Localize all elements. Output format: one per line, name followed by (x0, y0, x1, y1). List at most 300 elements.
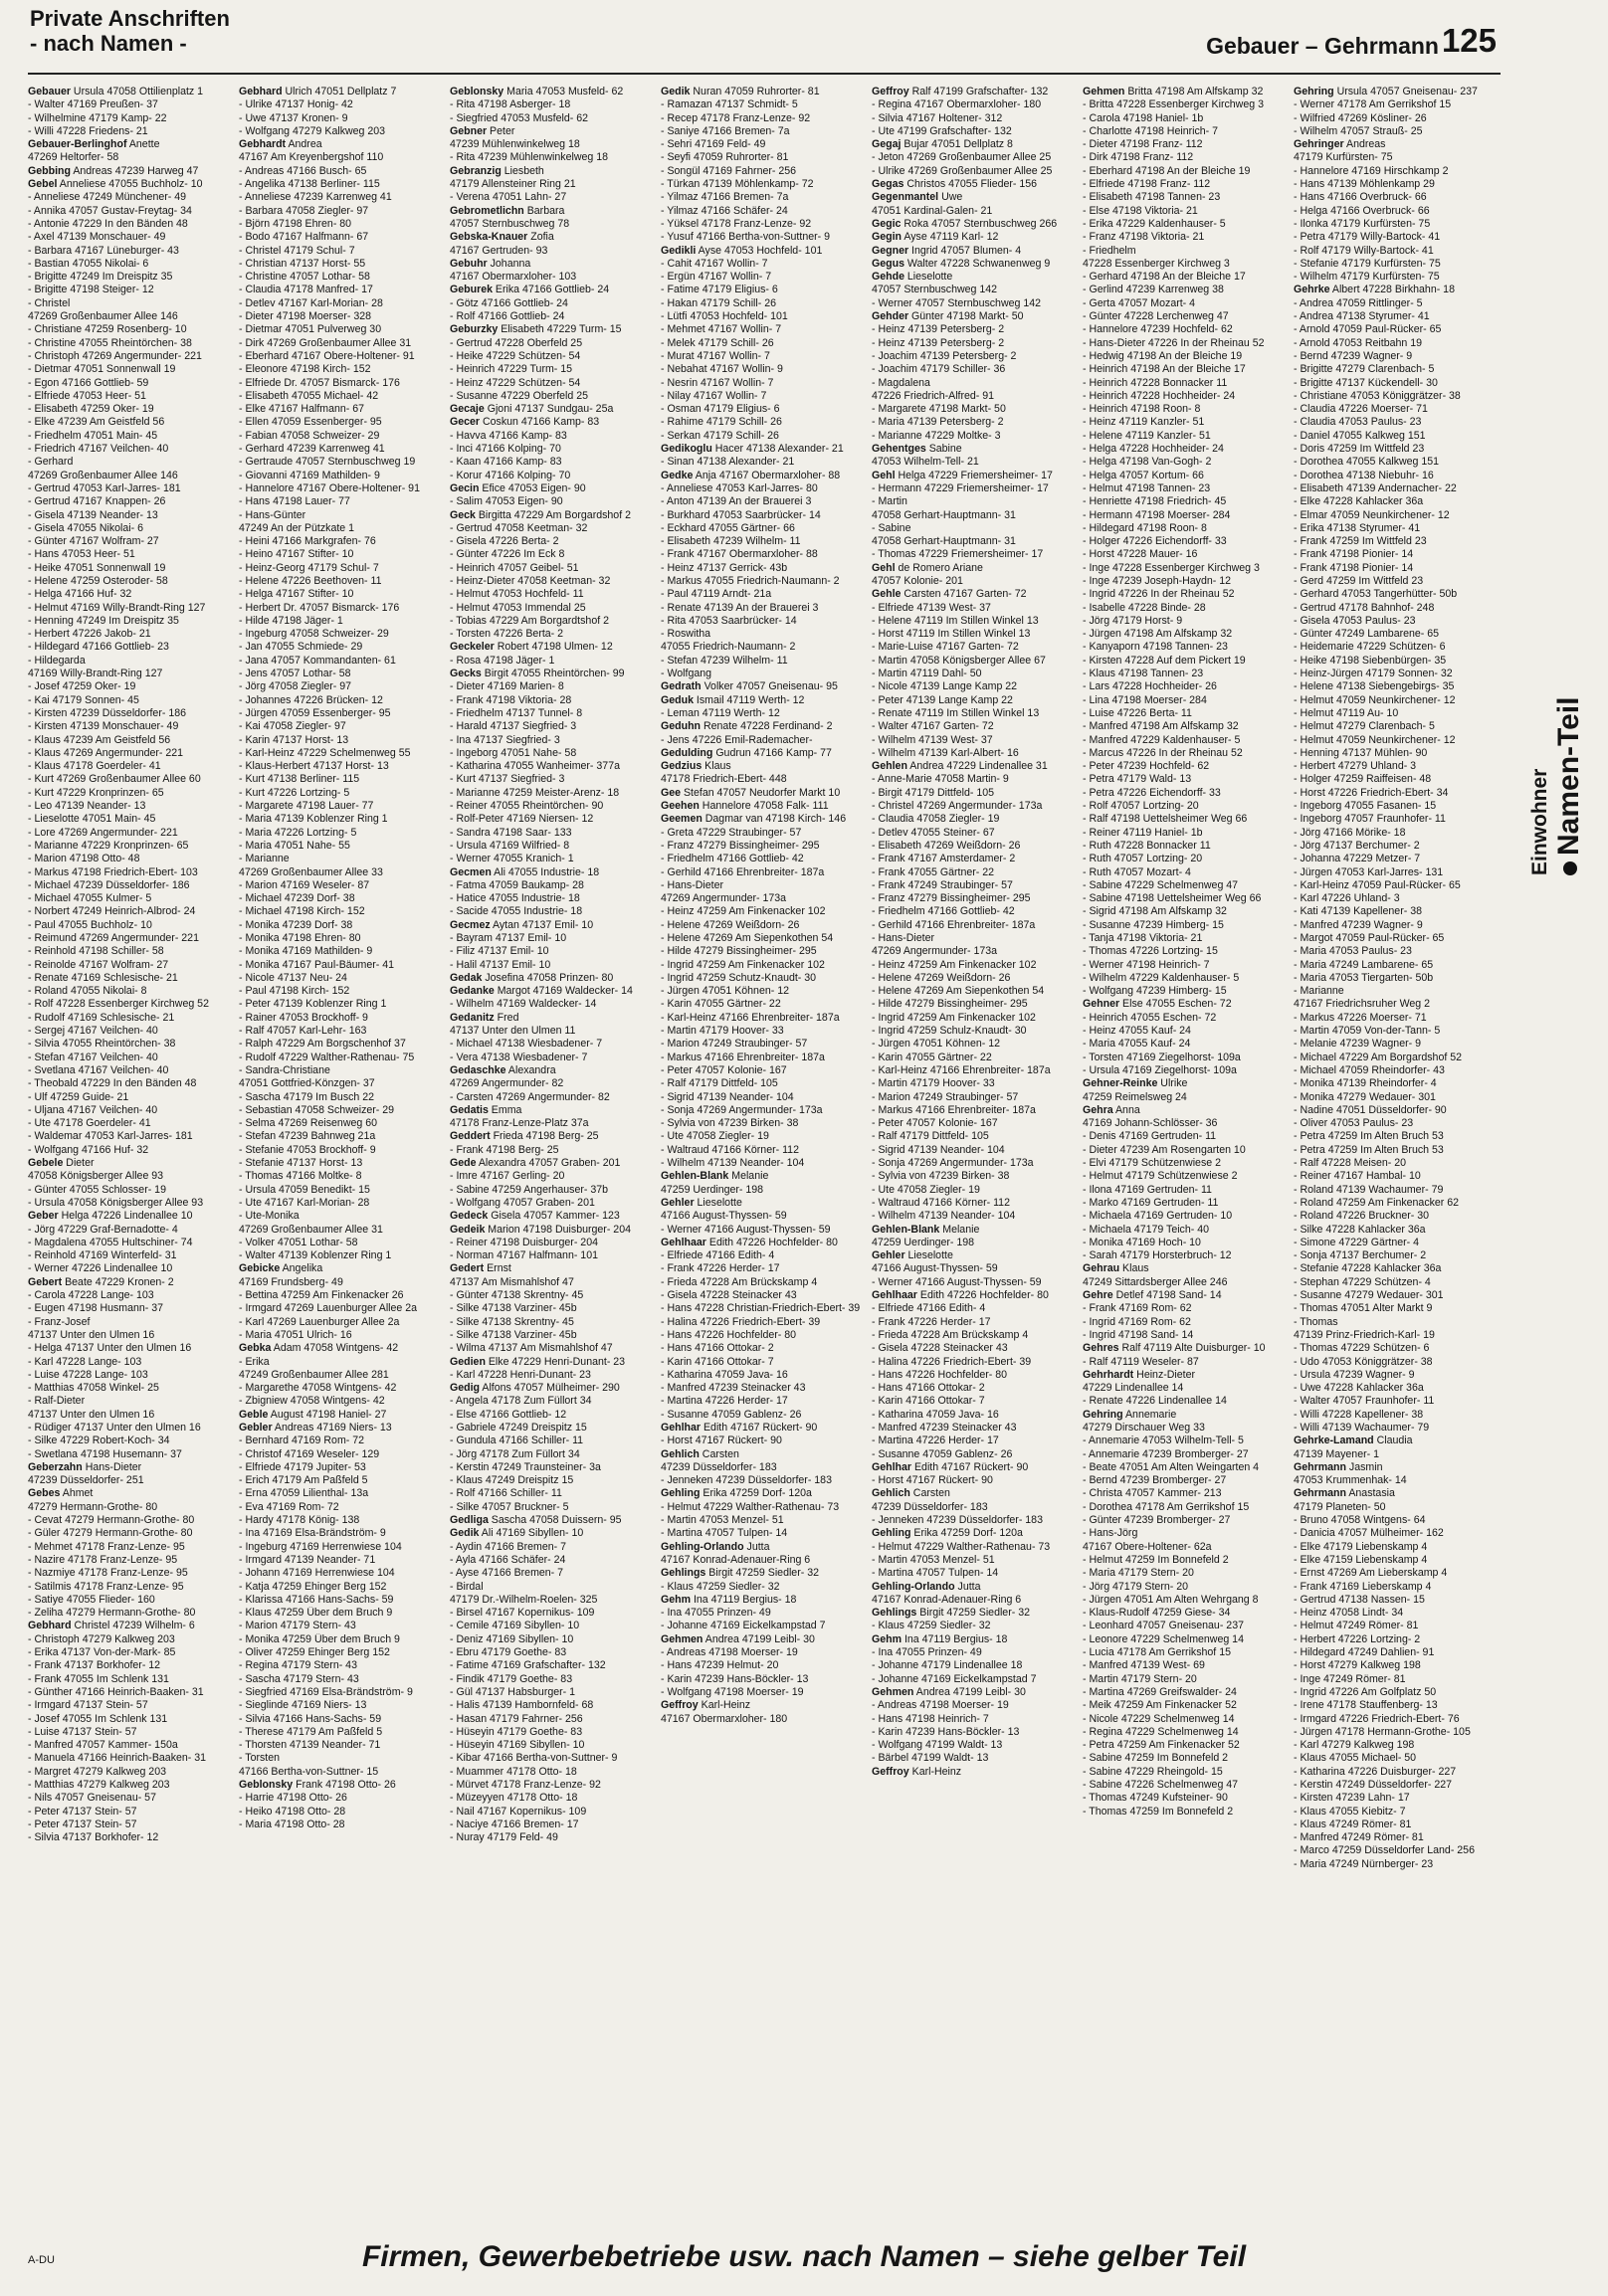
header-rule (28, 73, 1501, 75)
directory-entry: - Friedrich 47167 Veilchen- 40 (28, 443, 169, 456)
directory-entry: - Friedhelm 47137 Tunnel- 8 (450, 706, 583, 719)
directory-entry: - Ingrid 47198 Sand- 14 (1083, 1328, 1194, 1341)
directory-entry: - Frank 47198 Pionier- 14 (1294, 548, 1414, 561)
directory-entry: - Elfriede Dr. 47057 Bismarck- 176 (239, 376, 400, 389)
directory-entry: - Wolfgang 47166 Huf- 32 (28, 1143, 149, 1156)
directory-entry: - Gül 47137 Habsburger- 1 (450, 1685, 576, 1698)
directory-entry: - Klaus 47269 Angermunder- 221 (28, 746, 184, 759)
directory-entry: - Anton 47139 An der Brauerei 3 (661, 495, 812, 508)
directory-entry: - Melek 47179 Schill- 26 (661, 336, 774, 349)
directory-entry: 47166 Bertha-von-Suttner- 15 (239, 1765, 379, 1778)
directory-entry: - Günter 47167 Wolfram- 27 (28, 535, 159, 548)
directory-entry: Gehlings Birgit 47259 Siedler- 32 (872, 1607, 1030, 1620)
directory-entry: - Sarah 47179 Horsterbruch- 12 (1083, 1249, 1232, 1262)
directory-entry: Gecin Efice 47053 Eigen- 90 (450, 481, 586, 494)
directory-entry: - Peter 47139 Koblenzer Ring 1 (239, 998, 387, 1011)
directory-entry: - Leonore 47229 Schelmenweg 14 (1083, 1632, 1244, 1645)
directory-entry: - Hannelore 47239 Hochfeld- 62 (1083, 323, 1233, 336)
directory-entry: Gehlen Andrea 47229 Lindenallee 31 (872, 760, 1048, 773)
directory-entry: - Christoph 47269 Angermunder- 221 (28, 349, 202, 362)
directory-entry: - Ayla 47166 Schäfer- 24 (450, 1553, 566, 1566)
directory-entry: - Ingrid 47226 Am Golfplatz 50 (1294, 1685, 1437, 1698)
directory-entry: - Ingeborg 47055 Fasanen- 15 (1294, 800, 1437, 813)
directory-entry: - Thomas 47226 Lortzing- 15 (1083, 945, 1218, 958)
directory-entry: - Paul 47055 Buchholz- 10 (28, 918, 152, 931)
directory-entry: - Maria 47179 Stern- 20 (1083, 1567, 1194, 1580)
directory-entry: - Frank 47226 Herder- 17 (872, 1315, 991, 1328)
directory-entry: Gegenmantel Uwe (872, 191, 963, 204)
directory-entry: Gehling-Orlando Jutta (661, 1540, 770, 1553)
directory-entry: Gedanitz Fred (450, 1011, 519, 1024)
directory-entry: - Kerstin 47249 Düsseldorfer- 227 (1294, 1779, 1452, 1791)
directory-entry: - Maria 47139 Petersberg- 2 (872, 416, 1004, 429)
directory-entry: - Rahime 47179 Schill- 26 (661, 416, 782, 429)
directory-entry: - Reiner 47167 Hambal- 10 (1294, 1170, 1421, 1183)
directory-entry: - Dorothea 47138 Niebuhr- 16 (1294, 469, 1434, 481)
directory-entry: - Marion 47169 Weseler- 87 (239, 878, 370, 891)
directory-entry: Gebbing Andreas 47239 Harweg 47 (28, 164, 199, 177)
directory-entry: Gehrau Klaus (1083, 1262, 1149, 1275)
directory-entry: - Christel (28, 296, 71, 309)
directory-entry: - Martina 47226 Herder- 17 (661, 1395, 788, 1408)
directory-entry: - Sabine 47229 Schelmenweg 47 (1083, 878, 1239, 891)
directory-entry: - Martin 47053 Menzel- 51 (661, 1514, 784, 1527)
directory-entry: - Silvia 47167 Holtener- 312 (872, 111, 1003, 124)
directory-entry: - Michael 47055 Kulmer- 5 (28, 892, 152, 905)
directory-entry: - Heinrich 47057 Geibel- 51 (450, 561, 579, 574)
directory-entry: - Erika 47138 Styrumer- 41 (1294, 521, 1421, 534)
directory-entry: Geffroy Karl-Heinz (872, 1765, 962, 1778)
directory-entry: - Jenneken 47239 Düsseldorfer- 183 (872, 1514, 1043, 1527)
directory-entry: Gebicke Angelika (239, 1262, 323, 1275)
directory-entry: - Helmut 47279 Clarenbach- 5 (1294, 720, 1435, 733)
directory-entry: 47269 Großenbaumer Allee 33 (239, 865, 383, 878)
directory-entry: - Sigrid 47198 Am Alfskamp 32 (1083, 905, 1227, 918)
directory-entry: - Paul 47119 Arndt- 21a (661, 588, 772, 601)
directory-entry: - Kurt 47229 Kronprinzen- 65 (28, 786, 164, 799)
directory-entry: - Frank 47259 Im Wittfeld 23 (1294, 535, 1427, 548)
directory-entry: - Udo 47053 Königgrätzer- 38 (1294, 1355, 1433, 1368)
directory-entry: Gebuhr Johanna (450, 257, 531, 270)
directory-entry: - Manfred 47139 West- 69 (1083, 1659, 1205, 1672)
directory-entry: - Rolf-Peter 47169 Niersen- 12 (450, 813, 594, 826)
directory-entry: - Klaus 47259 Siedler- 32 (661, 1580, 780, 1593)
directory-entry: 47057 Sternbuschweg 142 (872, 284, 998, 296)
directory-entry: - Stefan 47167 Veilchen- 40 (28, 1051, 158, 1063)
directory-entry: 47167 Am Kreyenbergshof 110 (239, 151, 384, 164)
directory-entry: - Leonhard 47057 Gneisenau- 237 (1083, 1620, 1244, 1632)
directory-entry: - Michaela 47179 Teich- 40 (1083, 1223, 1210, 1236)
directory-entry: - Karin 47055 Gärtner- 22 (661, 998, 781, 1011)
directory-entry: Geduk Ismail 47119 Werth- 12 (661, 693, 805, 706)
directory-entry: - Dieter 47239 Am Rosengarten 10 (1083, 1143, 1246, 1156)
directory-entry: Gehling Erika 47259 Dorf- 120a (661, 1487, 812, 1500)
directory-entry: - Gerhard 47053 Tangerhütter- 50b (1294, 588, 1458, 601)
directory-entry: - Irmgard 47137 Stein- 57 (28, 1699, 148, 1712)
directory-entry: - Monika 47198 Ehren- 80 (239, 932, 361, 944)
directory-entry: Geck Birgitta 47229 Am Borgardshof 2 (450, 508, 631, 521)
directory-entry: - Dirk 47198 Franz- 112 (1083, 151, 1194, 164)
directory-entry: Gehentges Sabine (872, 443, 962, 456)
directory-entry: - Frank 47226 Herder- 17 (661, 1262, 780, 1275)
directory-entry: - Heinrich 47198 Roon- 8 (1083, 403, 1201, 416)
directory-entry: - Gerhild 47166 Ehrenbreiter- 187a (872, 918, 1036, 931)
directory-entry: - Johann 47169 Herrenwiese 104 (239, 1567, 395, 1580)
directory-entry: Geffroy Ralf 47199 Grafschafter- 132 (872, 86, 1049, 97)
directory-entry: 47167 Gertruden- 93 (450, 244, 548, 257)
directory-entry: - Frieda 47228 Am Brückskamp 4 (872, 1328, 1029, 1341)
directory-entry: - Herbert 47226 Lortzing- 2 (1294, 1632, 1421, 1645)
directory-entry: - Elisabeth 47198 Tannen- 23 (1083, 191, 1221, 204)
directory-entry: - Elfriede 47166 Edith- 4 (661, 1249, 775, 1262)
directory-entry: 47057 Sternbuschweg 78 (450, 217, 570, 230)
directory-entry: - Hans-Dieter 47226 In der Rheinau 52 (1083, 336, 1265, 349)
directory-entry: - Wilhelm 47139 Neander- 104 (872, 1210, 1016, 1223)
directory-entry: - Hans 47228 Christian-Friedrich-Ebert- 39 (661, 1302, 861, 1315)
directory-entry: - Gisela 47139 Neander- 13 (28, 508, 158, 521)
directory-entry: Gehling Erika 47259 Dorf- 120a (872, 1527, 1023, 1540)
directory-entry: - Kibar 47166 Bertha-von-Suttner- 9 (450, 1752, 618, 1765)
directory-entry: - Rita 47198 Asberger- 18 (450, 98, 571, 111)
directory-entry: - Rita 47053 Saarbrücker- 14 (661, 614, 797, 627)
directory-entry: - Jens 47226 Emil-Rademacher- (661, 733, 813, 746)
directory-entry: - Ramazan 47137 Schmidt- 5 (661, 98, 798, 111)
directory-entry: - Ernst 47269 Am Lieberskamp 4 (1294, 1567, 1448, 1580)
directory-entry: - Claudia 47053 Paulus- 23 (1294, 416, 1422, 429)
directory-entry: - Ruth 47228 Bonnacker 11 (1083, 839, 1211, 852)
directory-entry: 47259 Uerdinger- 198 (872, 1236, 975, 1248)
directory-entry: - Antonie 47229 In den Bänden 48 (28, 217, 188, 230)
directory-entry: - Giovanni 47169 Mathilden- 9 (239, 469, 380, 481)
directory-entry: - Götz 47166 Gottlieb- 24 (450, 296, 568, 309)
directory-entry: - Klaus 47178 Goerdeler- 41 (28, 760, 161, 773)
directory-entry: - Inge 47249 Römer- 81 (1294, 1672, 1406, 1685)
directory-entry: - Werner 47166 August-Thyssen- 59 (661, 1223, 831, 1236)
directory-entry: - Detlev 47055 Steiner- 67 (872, 826, 995, 839)
directory-entry: - Gertrud 47058 Keetman- 32 (450, 521, 588, 534)
directory-entry: - Svetlana 47167 Veilchen- 40 (28, 1063, 169, 1076)
directory-entry: - Markus 47166 Ehrenbreiter- 187a (872, 1103, 1036, 1116)
directory-entry: - Simone 47229 Gärtner- 4 (1294, 1236, 1420, 1248)
directory-entry: - Joachim 47139 Petersberg- 2 (872, 349, 1017, 362)
directory-entry: - Filiz 47137 Emil- 10 (450, 945, 549, 958)
directory-entry: - Wolfgang 47198 Moerser- 19 (661, 1685, 804, 1698)
directory-entry: - Ute 47058 Ziegler- 19 (661, 1130, 769, 1143)
directory-entry: Geberzahn Hans-Dieter (28, 1460, 142, 1473)
directory-entry: 47269 Großenbaumer Allee 146 (28, 310, 178, 323)
directory-entry: - Rita 47239 Mühlenwinkelweg 18 (450, 151, 608, 164)
directory-entry: - Peter 47239 Hochfeld- 62 (1083, 760, 1210, 773)
directory-entry: - Günter 47228 Lerchenweg 47 (1083, 310, 1229, 323)
directory-entry: - Nilay 47167 Wollin- 7 (661, 389, 767, 402)
directory-entry: - Wilhelm 47057 Strauß- 25 (1294, 124, 1423, 137)
directory-entry: - Elfriede 47053 Heer- 51 (28, 389, 146, 402)
directory-entry: - Klarissa 47166 Hans-Sachs- 59 (239, 1593, 394, 1606)
directory-entry: 47137 Unter den Ulmen 11 (450, 1025, 576, 1038)
directory-entry: Geffroy Karl-Heinz (661, 1699, 751, 1712)
directory-entry: - Monika 47139 Rheindorfer- 4 (1294, 1077, 1437, 1090)
directory-entry: Gehm Ina 47119 Bergius- 18 (872, 1632, 1008, 1645)
directory-entry: - Hakan 47179 Schill- 26 (661, 296, 777, 309)
directory-entry: - Bettina 47259 Am Finkenacker 26 (239, 1289, 404, 1302)
directory-entry: - Stefanie 47137 Horst- 13 (239, 1157, 363, 1170)
directory-entry: - Charlotte 47198 Heinrich- 7 (1083, 124, 1219, 137)
directory-entry: - Dirk 47269 Großenbaumer Allee 31 (239, 336, 412, 349)
directory-entry: - Ulrike 47269 Großenbaumer Allee 25 (872, 164, 1053, 177)
directory-entry: - Wilma 47137 Am Mismahlshof 47 (450, 1342, 613, 1355)
directory-entry: - Barbara 47167 Lüneburger- 43 (28, 244, 179, 257)
directory-entry: - Martina 47057 Tulpen- 14 (661, 1527, 788, 1540)
directory-entry: - Rolf 47057 Lortzing- 20 (1083, 800, 1199, 813)
directory-entry: - Horst 47226 Friedrich-Ebert- 34 (1294, 786, 1449, 799)
directory-entry: - Jörg 47058 Ziegler- 97 (239, 680, 352, 693)
directory-entry: Geblonsky Maria 47053 Musfeld- 62 (450, 86, 624, 97)
directory-entry: - Maria 47139 Koblenzer Ring 1 (239, 813, 388, 826)
directory-entry: - Gertrud 47167 Knappen- 26 (28, 495, 166, 508)
directory-entry: - Kati 47139 Kapellener- 38 (1294, 905, 1422, 918)
directory-entry: - Meik 47259 Am Finkenacker 52 (1083, 1699, 1237, 1712)
directory-entry: - Mehmet 47178 Franz-Lenze- 95 (28, 1540, 185, 1553)
directory-entry: - Volker 47051 Lothar- 58 (239, 1236, 358, 1248)
directory-entry: Gebauer Ursula 47058 Ottilienplatz 1 (28, 86, 204, 97)
directory-entry: - Claudia 47178 Manfred- 17 (239, 284, 373, 296)
directory-entry: - Burkhard 47053 Saarbrücker- 14 (661, 508, 821, 521)
directory-entry: - Fatma 47059 Baukamp- 28 (450, 878, 584, 891)
directory-entry: - Monika 47169 Hoch- 10 (1083, 1236, 1201, 1248)
directory-entry: Gehlich Carsten (661, 1447, 739, 1460)
directory-entry: 47051 Kardinal-Galen- 21 (872, 204, 993, 217)
directory-entry: 47249 An der Pützkate 1 (239, 521, 355, 534)
directory-entry: - Sinan 47138 Alexander- 21 (661, 456, 795, 469)
directory-entry: Gehlings Birgit 47259 Siedler- 32 (661, 1567, 819, 1580)
directory-entry: - Klaus 47259 Siedler- 32 (872, 1620, 991, 1632)
directory-entry: Gegas Christos 47055 Flieder- 156 (872, 178, 1038, 191)
directory-entry: - Heinz 47119 Kanzler- 51 (1083, 416, 1205, 429)
directory-entry: - Silke 47138 Varziner- 45b (450, 1302, 577, 1315)
directory-entry: 47178 Friedrich-Ebert- 448 (661, 773, 787, 786)
directory-entry: - Horst 47167 Rückert- 90 (872, 1474, 993, 1487)
directory-entry: Gehmen Andrea 47199 Leibl- 30 (661, 1632, 815, 1645)
directory-entry: - Dieter 47169 Marien- 8 (450, 680, 564, 693)
directory-entry: Geemen Dagmar van 47198 Kirch- 146 (661, 813, 847, 826)
directory-entry: - Elfriede 47179 Jupiter- 53 (239, 1460, 366, 1473)
directory-entry: - Margret 47279 Kalkweg 203 (28, 1765, 166, 1778)
footer-code: A-DU (28, 2254, 55, 2266)
directory-entry: - Thomas 47051 Alter Markt 9 (1294, 1302, 1433, 1315)
directory-entry: - Sabine 47198 Uettelsheimer Weg 66 (1083, 892, 1262, 905)
directory-entry: - Andrea 47059 Rittlinger- 5 (1294, 296, 1423, 309)
directory-entry: - Hannelore 47167 Obere-Holtener- 91 (239, 481, 420, 494)
directory-entry: - Wilhelm 47229 Kaldenhauser- 5 (1083, 971, 1240, 984)
directory-entry: - Bernhard 47169 Rom- 72 (239, 1435, 365, 1447)
directory-entry: - Britta 47228 Essenberger Kirchweg 3 (1083, 98, 1264, 111)
directory-entry: Gehner Else 47055 Eschen- 72 (1083, 998, 1232, 1011)
directory-entry: - Horst 47228 Mauer- 16 (1083, 548, 1198, 561)
directory-entry: - Songül 47169 Fahrner- 256 (661, 164, 797, 177)
directory-entry: - Jörg 47137 Berchumer- 2 (1294, 839, 1420, 852)
directory-column (239, 86, 444, 2224)
directory-entry: - Hildegard 47166 Gottlieb- 23 (28, 641, 169, 654)
directory-entry: - Sigrid 47139 Neander- 104 (872, 1143, 1005, 1156)
directory-entry: Gehl de Romero Ariane (872, 561, 983, 574)
directory-entry: - Swetlana 47198 Husemann- 37 (28, 1447, 182, 1460)
directory-entry: - Werner 47198 Heinrich- 7 (1083, 958, 1210, 971)
directory-entry: - Walter 47169 Preußen- 37 (28, 98, 158, 111)
directory-entry: - Ursula 47059 Benedikt- 15 (239, 1183, 370, 1196)
directory-entry: 47249 Großenbaumer Allee 281 (239, 1368, 389, 1381)
directory-entry: - Dietmar 47051 Sonnenwall 19 (28, 363, 176, 376)
directory-entry: Gegaj Bujar 47051 Dellplatz 8 (872, 138, 1013, 151)
directory-entry: - Friedhelm 47166 Gottlieb- 42 (872, 905, 1015, 918)
directory-entry: - Susanne 47059 Gablenz- 26 (872, 1447, 1013, 1460)
directory-entry: - Kurt 47226 Lortzing- 5 (239, 786, 350, 799)
directory-entry: - Halil 47137 Emil- 10 (450, 958, 551, 971)
directory-entry: - Gisela 47055 Nikolai- 6 (28, 521, 143, 534)
directory-entry: Gehl Helga 47229 Friemersheimer- 17 (872, 469, 1053, 481)
directory-entry: - Johannes 47226 Brücken- 12 (239, 693, 383, 706)
directory-entry: - Walter 47167 Garten- 72 (872, 720, 994, 733)
directory-entry: - Elisabeth 47055 Michael- 42 (239, 389, 379, 402)
directory-entry: - Monika 47169 Mathilden- 9 (239, 945, 373, 958)
directory-entry: - Regina 47229 Schelmenweg 14 (1083, 1725, 1239, 1738)
directory-entry: - Ina 47055 Prinzen- 49 (872, 1646, 982, 1659)
directory-entry: - Ralf 47198 Uettelsheimer Weg 66 (1083, 813, 1248, 826)
directory-entry: - Björn 47198 Ehren- 80 (239, 217, 352, 230)
directory-entry: - Erika 47229 Kaldenhauser- 5 (1083, 217, 1226, 230)
directory-entry: - Margarete 47198 Markt- 50 (872, 403, 1006, 416)
directory-entry: - Eckhard 47055 Gärtner- 66 (661, 521, 795, 534)
directory-entry: - Maria 47053 Tiergarten- 50b (1294, 971, 1434, 984)
directory-entry: - Uwe 47137 Kronen- 9 (239, 111, 348, 124)
directory-entry: - Hans 47139 Möhlenkamp 29 (1294, 178, 1435, 191)
directory-entry: - Gerta 47057 Mozart- 4 (1083, 296, 1196, 309)
directory-entry: 47239 Mühlenwinkelweg 18 (450, 138, 580, 151)
directory-entry: - Helga 47057 Kortum- 66 (1083, 469, 1204, 481)
directory-entry: - Monika 47279 Wedauer- 301 (1294, 1090, 1436, 1103)
directory-entry: - Heinz 47058 Lindt- 34 (1294, 1607, 1404, 1620)
directory-entry: - Ergün 47167 Wollin- 7 (661, 271, 772, 284)
directory-entry: - Melanie 47239 Wagner- 9 (1294, 1038, 1421, 1051)
directory-entry: - Elke 47179 Liebenskamp 4 (1294, 1540, 1428, 1553)
directory-entry: - Tobias 47229 Am Borgardtshof 2 (450, 614, 609, 627)
directory-entry: - Sandra 47198 Saar- 133 (450, 826, 572, 839)
directory-entry: - Heinz 47137 Gerrick- 43b (661, 561, 788, 574)
directory-entry: - Manfred 47198 Am Alfskamp 32 (1083, 720, 1239, 733)
directory-entry: Gedien Elke 47229 Henri-Dunant- 23 (450, 1355, 626, 1368)
directory-entry: - Kurt 47138 Berliner- 115 (239, 773, 360, 786)
directory-entry: - Michael 47138 Wiesbadener- 7 (450, 1038, 603, 1051)
directory-entry: - Hilde 47279 Bissingheimer- 295 (661, 945, 817, 958)
directory-entry: - Frank 47249 Straubinger- 57 (872, 878, 1013, 891)
directory-entry: - Lina 47198 Moerser- 284 (1083, 693, 1207, 706)
directory-entry: - Rolf 47228 Essenberger Kirchweg 52 (28, 998, 209, 1011)
directory-entry: - Johanne 47169 Eickelkampstad 7 (872, 1672, 1037, 1685)
directory-entry: - Franz 47198 Viktoria- 21 (1083, 231, 1205, 244)
directory-entry: - Halis 47139 Hambornfeld- 68 (450, 1699, 594, 1712)
directory-entry: - Werner 47178 Am Gerrikshof 15 (1294, 98, 1452, 111)
directory-entry: - Michael 47229 Am Borgardshof 52 (1294, 1051, 1463, 1063)
directory-entry: Gebka Adam 47058 Wintgens- 42 (239, 1342, 399, 1355)
directory-columns (28, 86, 1499, 2224)
directory-entry: - Leman 47119 Werth- 12 (661, 706, 780, 719)
directory-entry: 47279 Dirschauer Weg 33 (1083, 1421, 1205, 1434)
directory-entry: - Karl-Heinz 47166 Ehrenbreiter- 187a (872, 1063, 1051, 1076)
directory-entry: - Karl 47279 Kalkweg 198 (1294, 1739, 1415, 1752)
directory-entry: - Kirsten 47139 Monschauer- 49 (28, 720, 179, 733)
directory-entry: 47279 Hermann-Grothe- 80 (28, 1500, 158, 1513)
directory-entry: Gehler Lieselotte (872, 1249, 953, 1262)
directory-entry: - Oliver 47259 Ehinger Berg 152 (239, 1646, 390, 1659)
directory-entry: - Stephan 47229 Schützen- 4 (1294, 1275, 1431, 1288)
directory-entry: - Günter 47249 Lambarene- 65 (1294, 628, 1440, 641)
directory-entry: - Thomas 47166 Moltke- 8 (239, 1170, 362, 1183)
directory-entry: - Jürgen 47059 Essenberger- 95 (239, 706, 391, 719)
directory-entry: - Barbara 47058 Ziegler- 97 (239, 204, 369, 217)
directory-entry: - Klaus 47249 Römer- 81 (1294, 1818, 1412, 1830)
directory-entry: - Wilhelmine 47179 Kamp- 22 (28, 111, 167, 124)
directory-entry: - Klaus-Herbert 47137 Horst- 13 (239, 760, 389, 773)
directory-entry: - Hasan 47179 Fahrner- 256 (450, 1712, 583, 1725)
directory-entry: - Katharina 47059 Java- 16 (872, 1408, 999, 1421)
directory-entry: - Elke 47228 Kahlacker 36a (1294, 495, 1424, 508)
directory-entry: - Paul 47198 Kirch- 152 (239, 985, 350, 998)
directory-entry: - Helga 47228 Hochheider- 24 (1083, 443, 1224, 456)
directory-entry: - Aydin 47166 Bremen- 7 (450, 1540, 566, 1553)
directory-entry: - Harrie 47198 Otto- 26 (239, 1792, 347, 1805)
directory-entry: Gehlen-Blank Melanie (872, 1223, 980, 1236)
directory-entry: - Waltraud 47166 Körner- 112 (872, 1196, 1010, 1209)
directory-entry: - Roland 47226 Bruckner- 30 (1294, 1210, 1430, 1223)
directory-entry: - Christoph 47279 Kalkweg 203 (28, 1632, 175, 1645)
directory-entry: - Henriette 47198 Friedrich- 45 (1083, 495, 1227, 508)
directory-entry: - Jana 47057 Kommandanten- 61 (239, 654, 396, 667)
directory-entry: - Gerhard 47239 Karrenweg 41 (239, 443, 385, 456)
directory-entry: 47269 Großenbaumer Allee 146 (28, 469, 178, 481)
directory-entry: - Thomas (1294, 1315, 1338, 1328)
directory-entry: - Gisela 47228 Steinacker 43 (661, 1289, 797, 1302)
directory-entry: - Heiko 47198 Otto- 28 (239, 1805, 346, 1818)
directory-entry: - Ilona 47169 Gertruden- 11 (1083, 1183, 1212, 1196)
directory-entry: 47055 Friedrich-Naumann- 2 (661, 641, 796, 654)
directory-entry: Geduhn Renate 47228 Ferdinand- 2 (661, 720, 833, 733)
directory-entry: - Vera 47138 Wiesbadener- 7 (450, 1051, 588, 1063)
directory-entry: - Hilde 47198 Jäger- 1 (239, 614, 343, 627)
directory-entry: - Brigitte 47198 Steiger- 12 (28, 284, 154, 296)
directory-entry: - Heinrich 47198 An der Bleiche 17 (1083, 363, 1246, 376)
directory-entry: 47249 Sittardsberger Allee 246 (1083, 1275, 1228, 1288)
directory-entry: - Wilfried 47269 Kösliner- 26 (1294, 111, 1427, 124)
directory-entry: 47167 Konrad-Adenauer-Ring 6 (872, 1593, 1022, 1606)
directory-entry: - Sylvia von 47239 Birken- 38 (661, 1117, 799, 1130)
directory-entry: - Sascha 47179 Stern- 43 (239, 1672, 359, 1685)
directory-entry: 47226 Friedrich-Alfred- 91 (872, 389, 995, 402)
directory-entry: - Margarete 47198 Lauer- 77 (239, 800, 374, 813)
directory-entry: - Heinz-Georg 47179 Schul- 7 (239, 561, 379, 574)
directory-entry: - Karl 47269 Lauenburger Allee 2a (239, 1315, 400, 1328)
directory-entry: - Verena 47051 Lahn- 27 (450, 191, 567, 204)
directory-entry: - Roland 47259 Am Finkenacker 62 (1294, 1196, 1460, 1209)
directory-entry: Gehra Anna (1083, 1103, 1140, 1116)
directory-entry: - Sergej 47167 Veilchen- 40 (28, 1025, 158, 1038)
directory-entry: - Reinhold 47198 Schiller- 58 (28, 945, 164, 958)
directory-entry: - Markus 47226 Moerser- 71 (1294, 1011, 1427, 1024)
directory-entry: - Petra 47179 Willy-Bartock- 41 (1294, 231, 1441, 244)
directory-entry: - Marianne (239, 853, 290, 865)
directory-entry: Gehrmann Jasmin (1294, 1460, 1383, 1473)
directory-entry: - Stefanie 47179 Kurfürsten- 75 (1294, 257, 1441, 270)
directory-entry: - Bayram 47137 Emil- 10 (450, 932, 567, 944)
directory-entry: Gedke Anja 47167 Obermarxloher- 88 (661, 469, 841, 481)
